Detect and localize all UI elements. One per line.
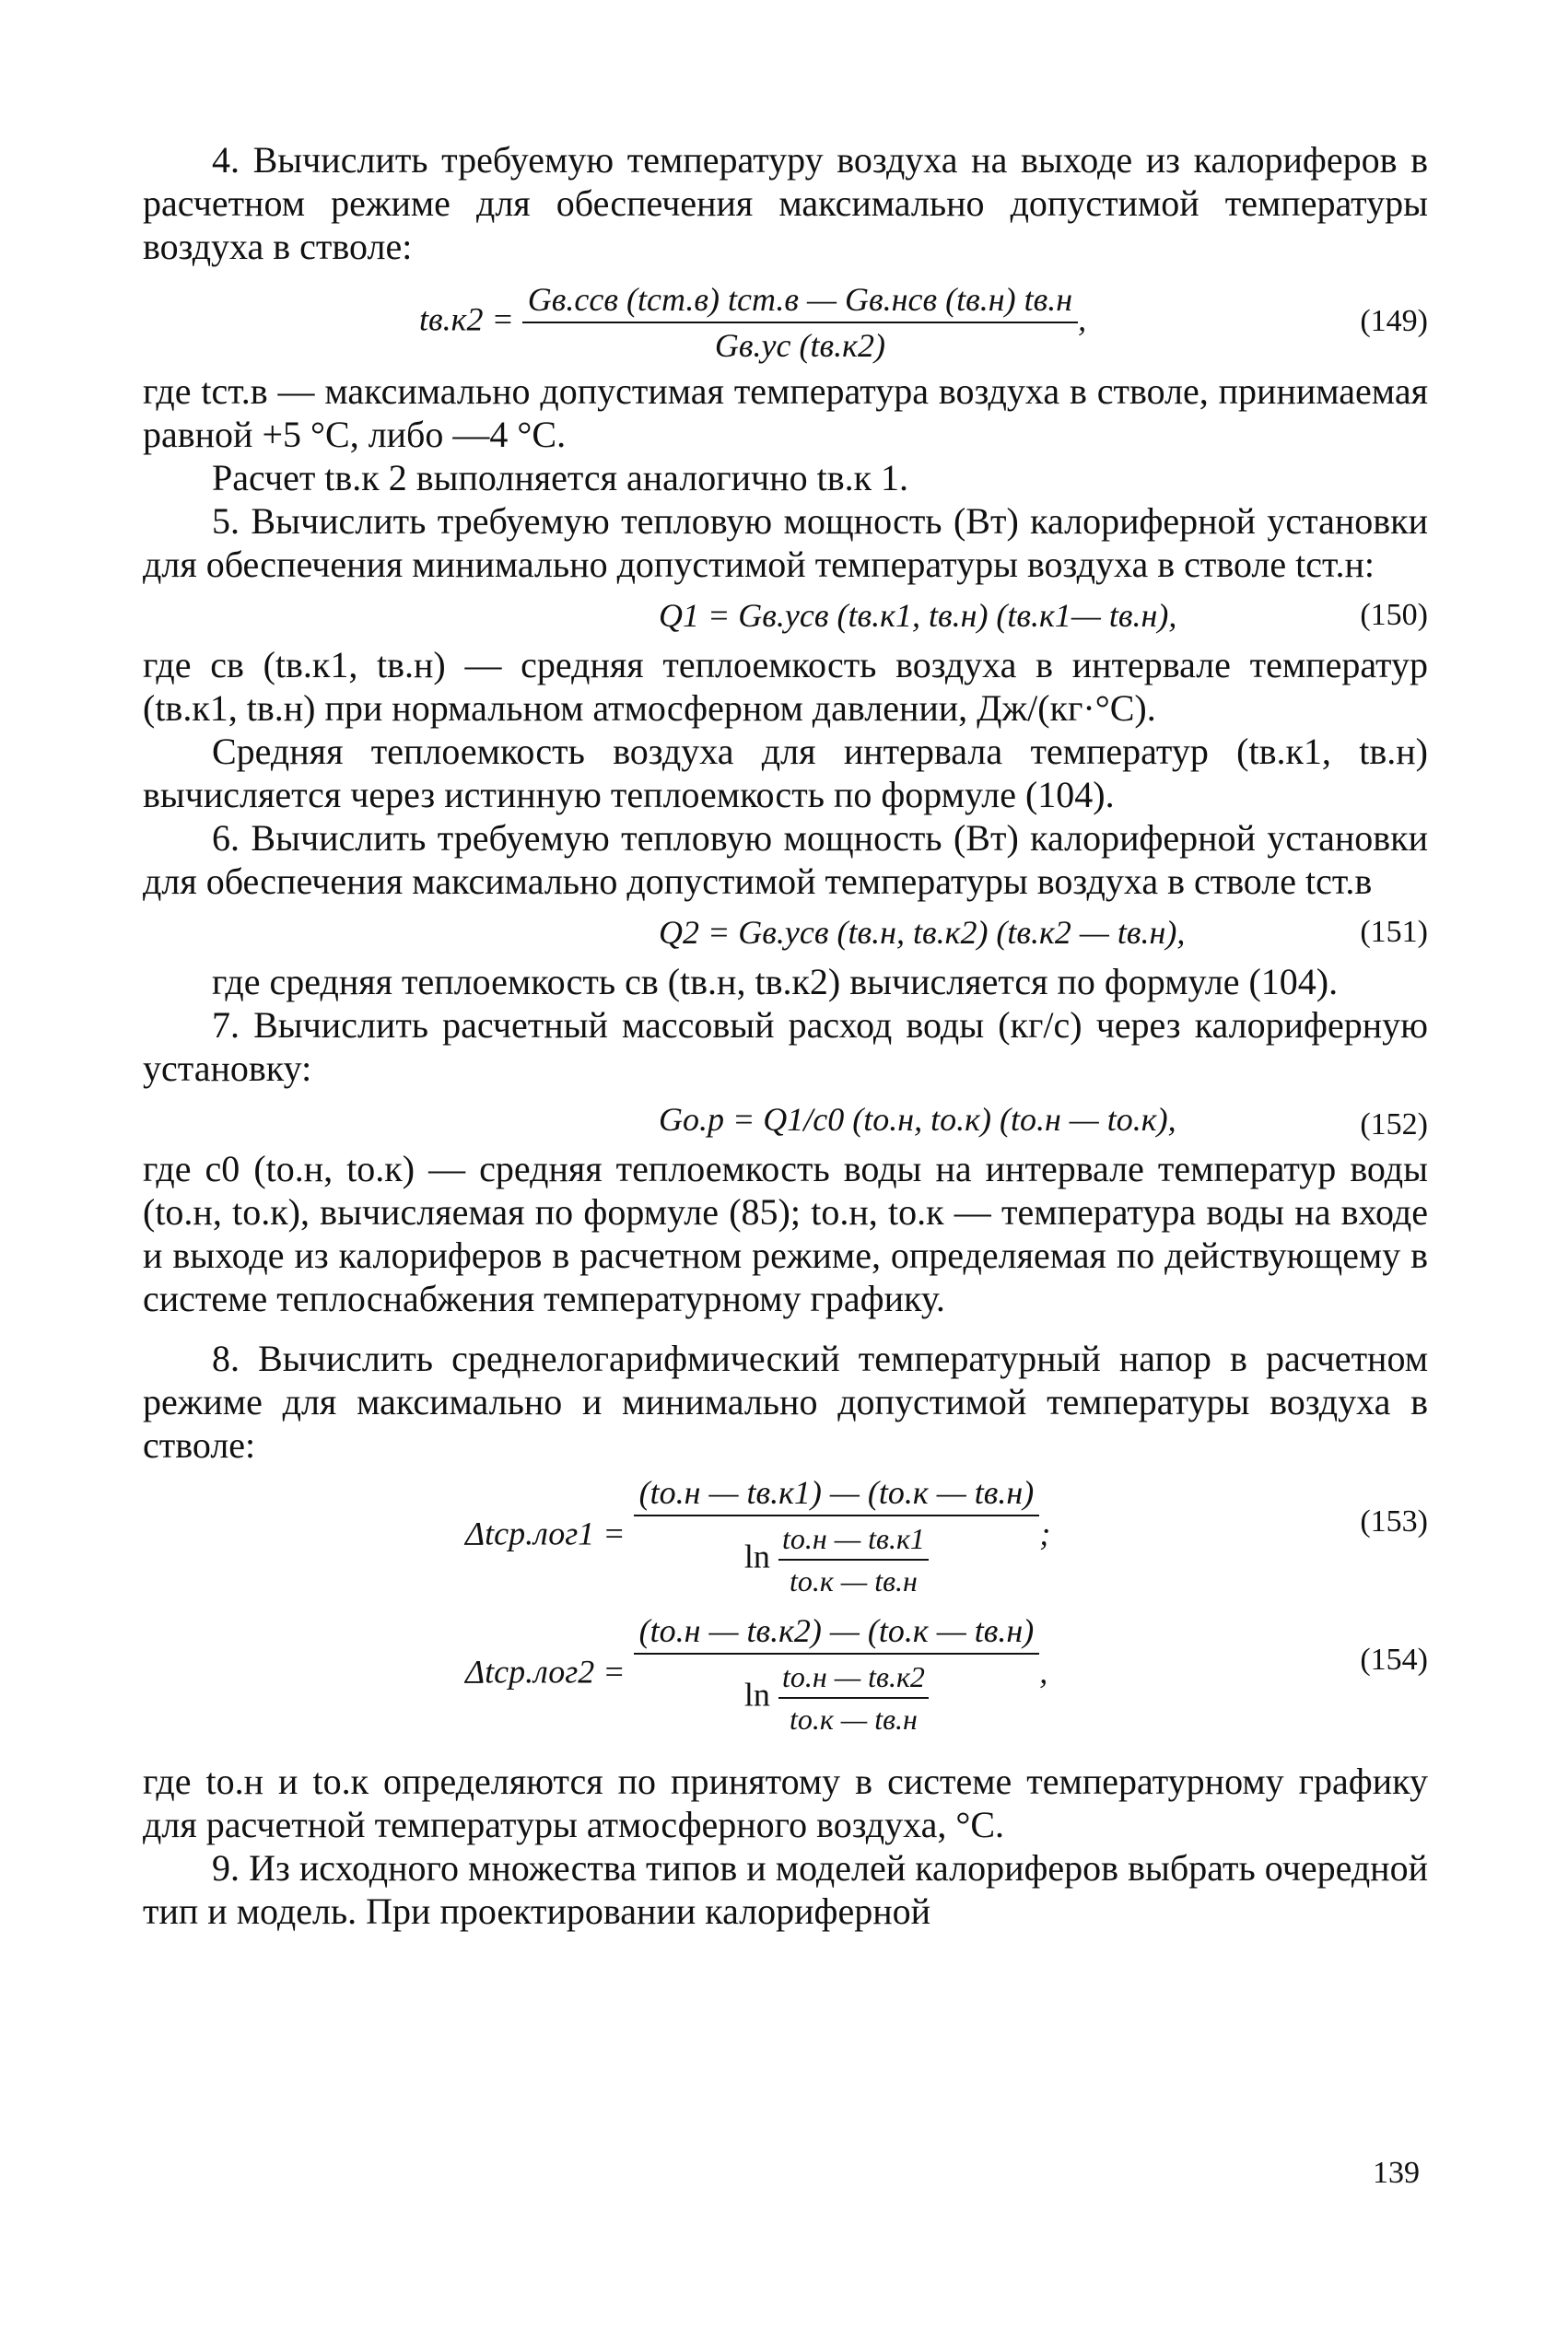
formula-153-numerator: (tо.н — tв.к1) — (tо.к — tв.н) xyxy=(634,1474,1040,1516)
paragraph-step-4: 4. Вычислить требуемую температуру воздуха на выходе из калориферов в расчетном режиме для обеспечения максимально допустимой температуры воздуха в стволе: xyxy=(143,139,1428,267)
formula-149-lhs: tв.к2 = xyxy=(419,300,514,338)
formula-151 xyxy=(143,903,1428,960)
formula-153-lhs: Δtср.лог1 = xyxy=(465,1515,626,1552)
formula-149-tail: , xyxy=(1078,300,1087,338)
paragraph-step-5-where: где cв (tв.к1, tв.н) — средняя теплоемкость воздуха в интервале температур (tв.к1, tв.н) при нормальном атмосферном давлении, Дж/(кг·°С). xyxy=(143,644,1428,729)
formula-150-expression: Q1 = Gв.уcв (tв.к1, tв.н) (tв.к1— tв.н), xyxy=(659,597,1177,634)
formula-150 xyxy=(143,586,1428,643)
paragraph-step-7: 7. Вычислить расчетный массовый расход воды (кг/с) через калориферную установку: xyxy=(143,1004,1428,1089)
formula-154-tail: , xyxy=(1039,1653,1048,1691)
formula-154-fraction xyxy=(634,1612,1040,1738)
equation-number-149: (149) xyxy=(1360,304,1428,338)
formula-153 xyxy=(143,1467,1428,1605)
equation-number-153: (153) xyxy=(1360,1504,1428,1539)
formula-152 xyxy=(143,1090,1428,1147)
equation-number-151: (151) xyxy=(1360,915,1428,949)
formula-149 xyxy=(143,268,1428,369)
formula-153-log xyxy=(744,1520,929,1599)
formula-153-tail: ; xyxy=(1039,1515,1051,1552)
formula-149-fraction xyxy=(522,281,1078,364)
formula-149-numerator: Gв.ccв (tст.в) tст.в — Gв.нcв (tв.н) tв.н xyxy=(522,281,1078,323)
paragraph-step-7-where: где c0 (tо.н, tо.к) — средняя теплоемкость воды на интервале температур воды (tо.н, tо.к), вычисляемая по формуле (85); tо.н, tо.к — температура воды на входе и выходе из калориферов в расчетном режиме, определяемая по действующему в системе теплоснабжения температурному графику. xyxy=(143,1148,1428,1319)
formula-154-log-denominator: tо.к — tв.н xyxy=(789,1703,918,1736)
equation-number-152: (152) xyxy=(1360,1107,1428,1141)
formula-154-lhs: Δtср.лог2 = xyxy=(465,1653,626,1691)
formula-153-ln: ln xyxy=(743,1538,770,1575)
formula-154-log-numerator: tо.н — tв.к2 xyxy=(778,1658,929,1699)
paragraph-step-6-where: где средняя теплоемкость cв (tв.н, tв.к2) вычисляется по формуле (104). xyxy=(212,961,1339,1002)
paragraph-step-4-where: где tст.в — максимально допустимая температура воздуха в стволе, принимаемая равной +5 °С, либо —4 °С. xyxy=(143,370,1428,455)
formula-153-fraction xyxy=(634,1474,1040,1599)
formula-154-numerator: (tо.н — tв.к2) — (tо.к — tв.н) xyxy=(634,1612,1040,1655)
paragraph-step-6: 6. Вычислить требуемую тепловую мощность (Вт) калориферной установки для обеспечения максимально допустимой температуры воздуха в стволе tст.в xyxy=(143,817,1428,902)
equation-number-154: (154) xyxy=(1360,1643,1428,1677)
paragraph-step-5-average: Средняя теплоемкость воздуха для интервала температур (tв.к1, tв.н) вычисляется через истинную теплоемкость по формуле (104). xyxy=(143,731,1428,815)
formula-152-expression: Gо.р = Q1/c0 (tо.н, tо.к) (tо.н — tо.к), xyxy=(659,1101,1176,1138)
formula-154-ln: ln xyxy=(743,1676,770,1714)
page-number: 139 xyxy=(1373,2156,1420,2190)
formula-154 xyxy=(143,1605,1428,1743)
formula-153-log-numerator: tо.н — tв.к1 xyxy=(778,1520,929,1561)
formula-154-log xyxy=(744,1658,929,1738)
paragraph-step-8-where: где tо.н и tо.к определяются по принятому в системе температурному графику для расчетной температуры атмосферного воздуха, °С. xyxy=(143,1761,1428,1845)
page-body xyxy=(143,138,1428,1933)
paragraph-step-5: 5. Вычислить требуемую тепловую мощность (Вт) калориферной установки для обеспечения минимально допустимой температуры воздуха в стволе tст.н: xyxy=(143,500,1428,585)
formula-153-log-denominator: tо.к — tв.н xyxy=(789,1564,918,1598)
equation-number-150: (150) xyxy=(1360,598,1428,632)
formula-149-denominator: Gв.уc (tв.к2) xyxy=(714,327,885,364)
paragraph-step-9: 9. Из исходного множества типов и моделей калориферов выбрать очередной тип и модель. При проектировании калориферной xyxy=(143,1847,1428,1932)
paragraph-step-4-calc: Расчет tв.к 2 выполняется аналогично tв.к 1. xyxy=(212,457,909,498)
formula-151-expression: Q2 = Gв.уcв (tв.н, tв.к2) (tв.к2 — tв.н), xyxy=(659,914,1186,951)
paragraph-step-8: 8. Вычислить среднелогарифмический температурный напор в расчетном режиме для максимально и минимально допустимой температуры воздуха в стволе: xyxy=(143,1338,1428,1466)
